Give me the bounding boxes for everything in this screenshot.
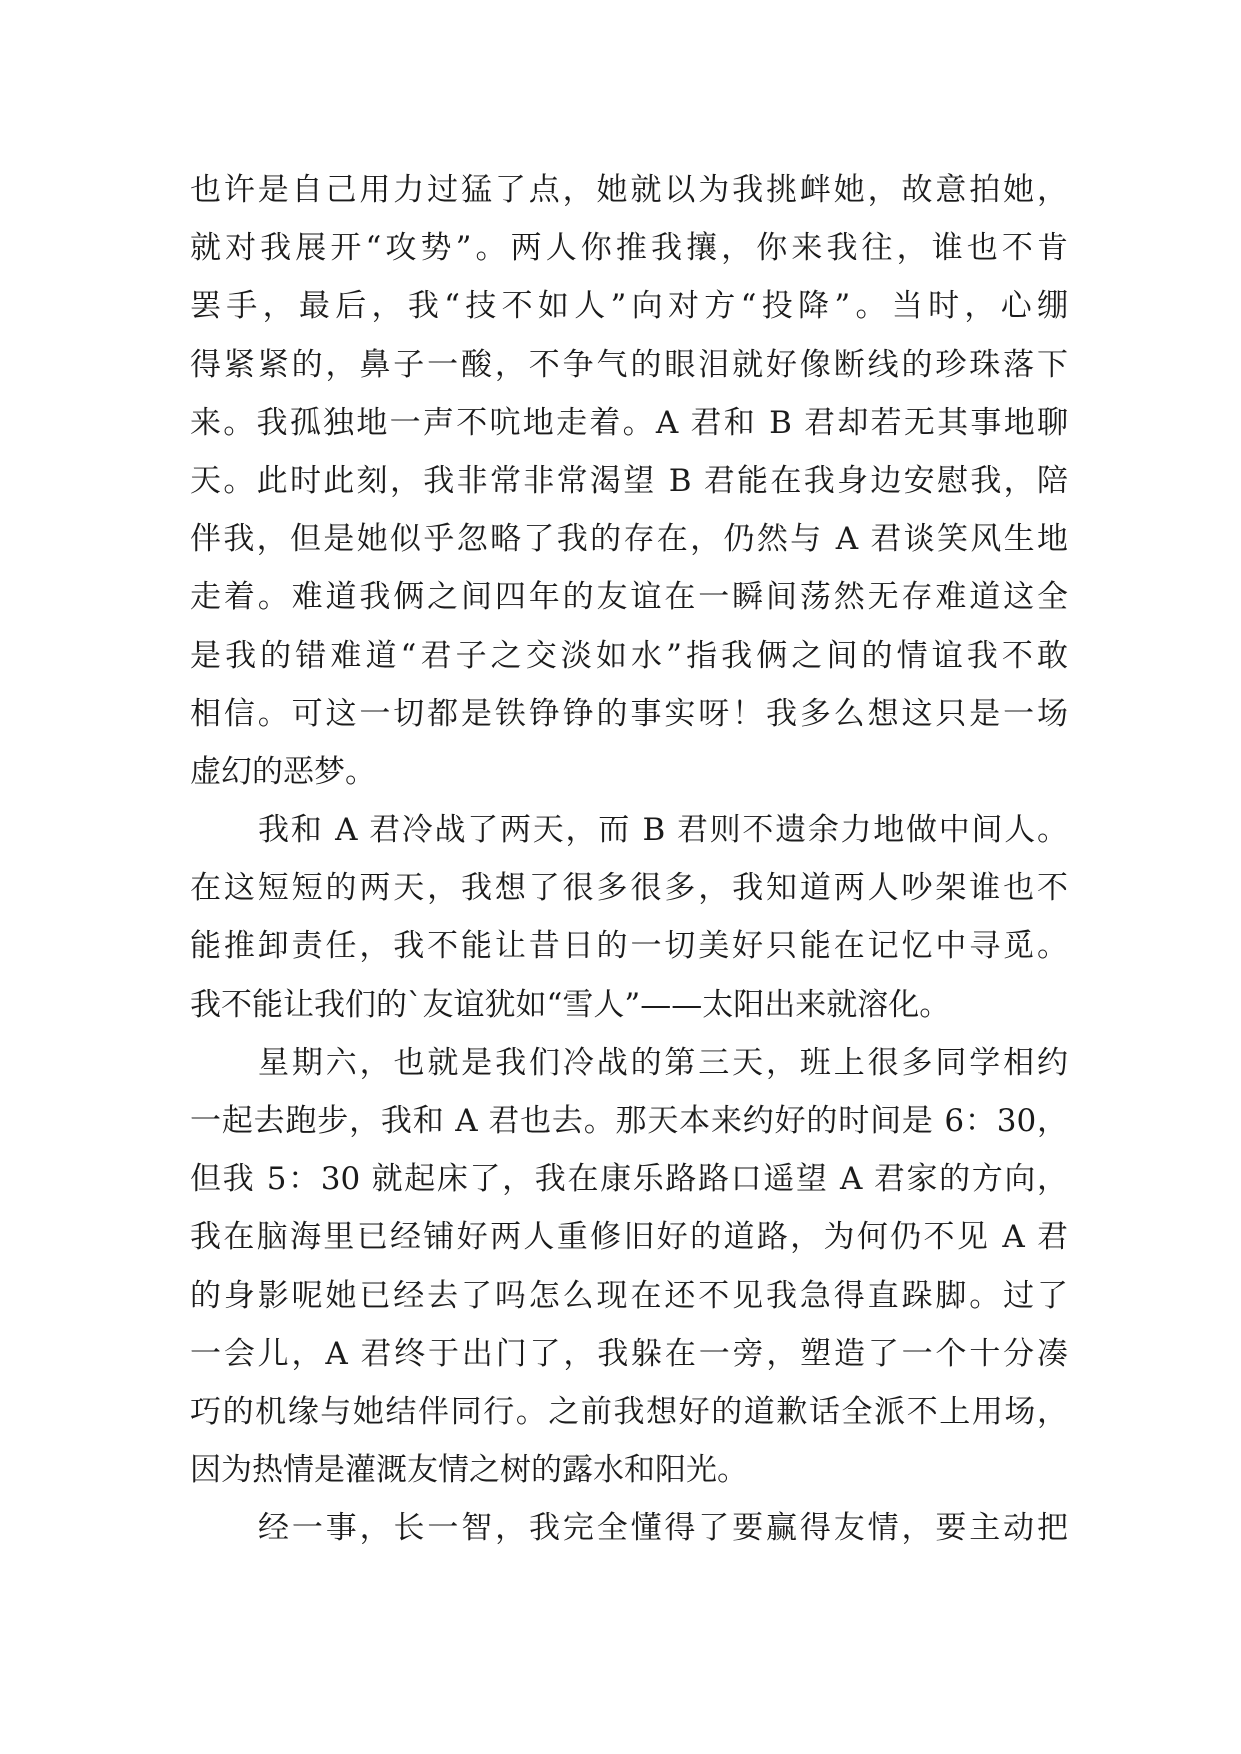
text-line: 星期六，也就是我们冷战的第三天，班上很多同学相约 xyxy=(258,1044,1068,1081)
text-line: 得紧紧的，鼻子一酸，不争气的眼泪就好像断线的珍珠落下 xyxy=(190,346,1068,383)
text-line: 因为热情是灌溉友情之树的露水和阳光。 xyxy=(190,1452,748,1489)
text-line: 来。我孤独地一声不吭地走着。A 君和 B 君却若无其事地聊 xyxy=(190,404,1068,441)
text-line: 走着。难道我俩之间四年的友谊在一瞬间荡然无存难道这全 xyxy=(190,579,1068,616)
text-line: 罢手，最后，我“技不如人”向对方“投降”。当时，心绷 xyxy=(190,288,1068,325)
body-text xyxy=(190,161,1068,1558)
text-line: 的身影呢她已经去了吗怎么现在还不见我急得直跺脚。过了 xyxy=(190,1277,1068,1314)
text-line: 天。此时此刻，我非常非常渴望 B 君能在我身边安慰我，陪 xyxy=(190,462,1068,499)
text-line: 是我的错难道“君子之交淡如水”指我俩之间的情谊我不敢 xyxy=(190,637,1068,674)
text-line: 相信。可这一切都是铁铮铮的事实呀！我多么想这只是一场 xyxy=(190,695,1068,732)
text-line: 虚幻的恶梦。 xyxy=(190,753,376,790)
text-line: 我在脑海里已经铺好两人重修旧好的道路，为何仍不见 A 君 xyxy=(190,1219,1068,1256)
paragraph xyxy=(190,1499,1068,1557)
text-line: 但我 5：30 就起床了，我在康乐路路口遥望 A 君家的方向， xyxy=(190,1161,1068,1198)
text-line: 一起去跑步，我和 A 君也去。那天本来约好的时间是 6：30， xyxy=(190,1103,1068,1139)
text-line: 就对我展开“攻势”。两人你推我攘，你来我往，谁也不肯 xyxy=(190,230,1068,267)
text-line: 能推卸责任，我不能让昔日的一切美好只能在记忆中寻觅。 xyxy=(190,928,1068,965)
text-line: 在这短短的两天，我想了很多很多，我知道两人吵架谁也不 xyxy=(190,870,1068,907)
text-line: 巧的机缘与她结伴同行。之前我想好的道歉话全派不上用场， xyxy=(190,1393,1068,1430)
text-line: 也许是自己用力过猛了点，她就以为我挑衅她，故意拍她， xyxy=(190,172,1068,208)
text-line: 伴我，但是她似乎忽略了我的存在，仍然与 A 君谈笑风生地 xyxy=(190,521,1068,558)
text-line: 经一事，长一智，我完全懂得了要赢得友情，要主动把 xyxy=(258,1510,1068,1547)
paragraph xyxy=(190,161,1068,801)
text-line: 一会儿，A 君终于出门了，我躲在一旁，塑造了一个十分凑 xyxy=(190,1335,1068,1372)
paragraph xyxy=(190,801,1068,1034)
text-line: 我不能让我们的`友谊犹如“雪人”——太阳出来就溶化。 xyxy=(190,986,951,1023)
paragraph xyxy=(190,1034,1068,1500)
text-line: 我和 A 君冷战了两天，而 B 君则不遗余力地做中间人。 xyxy=(258,812,1068,849)
